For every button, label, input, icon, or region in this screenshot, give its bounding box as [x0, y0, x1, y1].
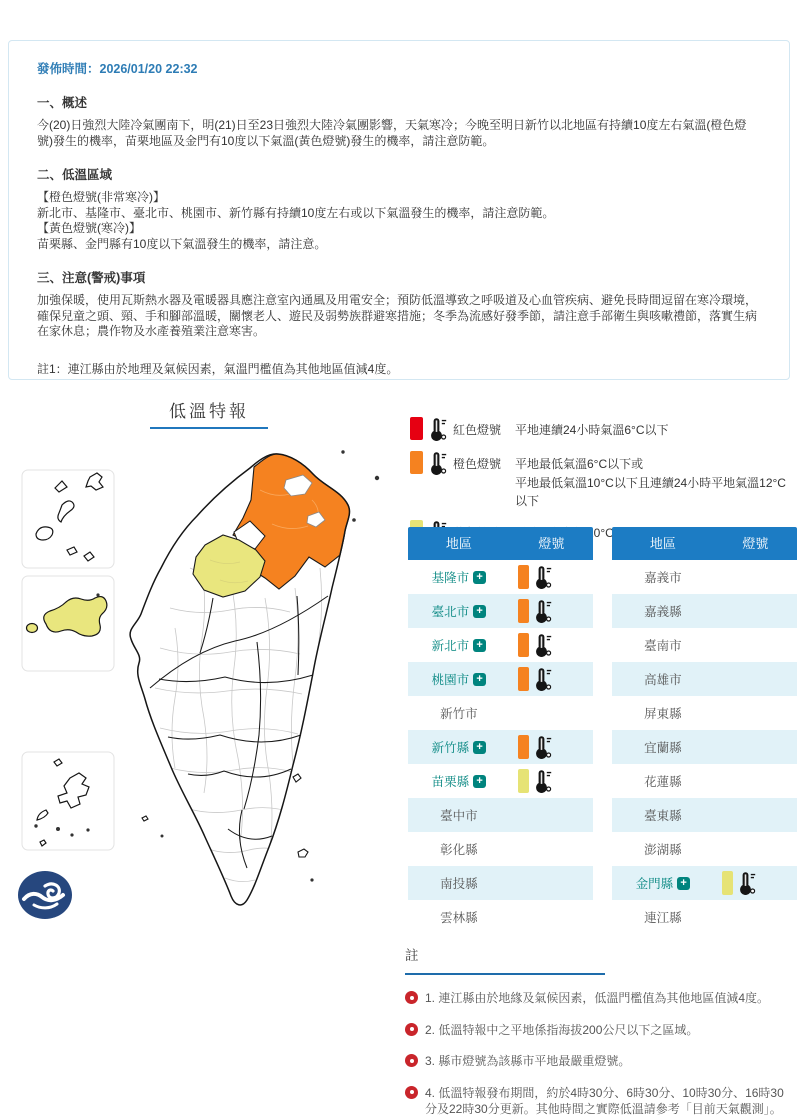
signal-cell — [510, 565, 593, 590]
region-signal-tables — [408, 527, 797, 934]
plus-expand-icon[interactable]: + — [473, 741, 486, 754]
table-row — [612, 628, 797, 662]
thermometer-icon — [738, 871, 757, 896]
section-paragraph: 【黃色燈號(寒冷)】 — [37, 221, 141, 235]
note-item — [405, 1085, 793, 1118]
region-name: 基隆市 + — [408, 568, 510, 586]
table-row[interactable] — [408, 594, 593, 628]
signal-cell — [510, 667, 593, 692]
table-row — [612, 696, 797, 730]
legend-color-swatch — [410, 451, 423, 474]
table-row[interactable] — [408, 628, 593, 662]
alert-dot-icon — [405, 1023, 418, 1036]
thermometer-icon — [534, 565, 553, 590]
notes-title: 註 — [405, 944, 605, 975]
column-signal: 燈號 — [742, 536, 769, 551]
table-row — [408, 900, 593, 934]
region-name: 桃園市 + — [408, 670, 510, 688]
note-text: 4. 低溫特報發布期間，約於4時30分、6時30分、10時30分、16時30分及22時30分更新。其他時間之實際低溫請參考「目前天氣觀測」。 — [425, 1085, 784, 1116]
plus-expand-icon[interactable]: + — [473, 639, 486, 652]
signal-color-swatch — [518, 769, 529, 793]
signal-color-swatch — [518, 667, 529, 691]
report-section — [37, 93, 761, 149]
plus-expand-icon[interactable]: + — [473, 673, 486, 686]
section-heading: 一、概述 — [37, 96, 88, 110]
note-text: 1. 連江縣由於地緣及氣候因素，低溫門檻值為其他地區值減4度。 — [425, 991, 770, 1005]
plus-expand-icon[interactable]: + — [473, 571, 486, 584]
signal-color-swatch — [518, 735, 529, 759]
signal-color-swatch — [518, 565, 529, 589]
plus-expand-icon[interactable]: + — [473, 775, 486, 788]
legend-item-orange — [410, 451, 792, 511]
region-name: 臺北市 + — [408, 602, 510, 620]
plus-expand-icon[interactable]: + — [473, 605, 486, 618]
section-paragraph: 【橙色燈號(非常寒冷)】 — [37, 190, 165, 204]
section-paragraph: 加強保暖，使用瓦斯熱水器及電暖器具應注意室內通風及用電安全；預防低溫導致之呼吸道及心血管疾病、避免長時間逗留在寒冷環境，確保兒童之頭、頸、手和腳部溫暖，關懷老人、遊民及弱勢族群避寒措施；冬季為流感好發季節，請注意手部衛生與咳嗽禮節，落實生病在家休息；農作物及水產養殖業注意寒害。 — [37, 293, 758, 338]
table-row[interactable] — [408, 730, 593, 764]
note-item — [405, 1022, 793, 1039]
table-row[interactable] — [408, 662, 593, 696]
region-name: 新北市 + — [408, 636, 510, 654]
table-row[interactable] — [612, 866, 797, 900]
thermometer-icon — [534, 769, 553, 794]
region-name: 花蓮縣 — [644, 775, 682, 789]
table-row — [612, 560, 797, 594]
map-container — [10, 428, 400, 933]
column-region: 地區 — [649, 536, 676, 551]
table-header — [408, 527, 593, 560]
region-name: 新竹市 — [440, 707, 478, 721]
table-header — [612, 527, 797, 560]
region-name: 連江縣 — [644, 911, 682, 925]
note-item — [405, 990, 793, 1007]
legend-label: 橙色燈號 — [453, 457, 502, 471]
thermometer-icon — [534, 599, 553, 624]
table-row — [612, 798, 797, 832]
note-text: 2. 低溫特報中之平地係指海拔200公尺以下之區域。 — [425, 1022, 699, 1037]
notes-section — [405, 944, 793, 1118]
table-row — [612, 662, 797, 696]
alert-dot-icon — [405, 1054, 418, 1067]
report-section — [37, 165, 761, 252]
alert-dot-icon — [405, 991, 418, 1004]
region-name: 金門縣 + — [612, 874, 714, 892]
region-name: 嘉義市 — [644, 571, 682, 585]
thermometer-icon — [534, 735, 553, 760]
column-signal: 燈號 — [538, 536, 565, 551]
region-name: 屏東縣 — [644, 707, 682, 721]
inset-penghu — [22, 752, 114, 850]
table-row — [408, 866, 593, 900]
region-name: 臺東縣 — [644, 809, 682, 823]
section-heading: 三、注意(警戒)事項 — [37, 271, 146, 285]
legend-color-swatch — [410, 417, 423, 440]
region-name: 雲林縣 — [440, 911, 478, 925]
region-name: 高雄市 — [644, 673, 682, 687]
signal-cell — [714, 871, 797, 896]
section-heading: 二、低溫區域 — [37, 168, 113, 182]
legend-item-red — [410, 417, 792, 442]
signal-color-swatch — [518, 599, 529, 623]
legend-description: 平地連續24小時氣溫6°C以下 — [515, 423, 669, 437]
alert-dot-icon — [405, 1086, 418, 1099]
region-name: 新竹縣 + — [408, 738, 510, 756]
note-item — [405, 1053, 793, 1070]
table-row — [408, 798, 593, 832]
region-name: 南投縣 — [440, 877, 478, 891]
plus-expand-icon[interactable]: + — [677, 877, 690, 890]
signal-color-swatch — [722, 871, 733, 895]
legend-description: 平地最低氣溫6°C以下或 平地最低氣溫10°C以下且連續24小時平地氣溫12°C以下 — [515, 457, 786, 509]
notes-list — [405, 990, 793, 1118]
region-name: 臺南市 — [644, 639, 682, 653]
thermometer-icon — [534, 667, 553, 692]
legend-label: 紅色燈號 — [453, 423, 502, 437]
table-row — [612, 594, 797, 628]
region-name: 澎湖縣 — [644, 843, 682, 857]
table-row[interactable] — [408, 764, 593, 798]
region-name: 彰化縣 — [440, 843, 478, 857]
report-footnote: 註1：連江縣由於地理及氣候因素，氣溫門檻值為其他地區值減4度。 — [37, 361, 399, 376]
signal-color-swatch — [518, 633, 529, 657]
thermometer-icon — [429, 451, 448, 476]
inset-kinmen[interactable] — [22, 576, 114, 671]
signal-cell — [510, 769, 593, 794]
region-table-right — [612, 527, 797, 934]
report-sections — [37, 93, 761, 340]
section-paragraph: 新北市、基隆市、臺北市、桃園市、新竹縣有持續10度左右或以下氣溫發生的機率，請注意防範。 — [37, 205, 555, 220]
report-section — [37, 268, 761, 340]
region-name: 臺中市 — [440, 809, 478, 823]
region-name: 宜蘭縣 — [644, 741, 682, 755]
table-row — [612, 832, 797, 866]
map-section-title: 低溫特報 — [150, 397, 268, 429]
table-row — [612, 900, 797, 934]
thermometer-icon — [534, 633, 553, 658]
section-paragraph: 今(20)日強烈大陸冷氣團南下，明(21)日至23日強烈大陸冷氣團影響，天氣寒冷；今晚至明日新竹以北地區有持續10度左右氣溫(橙色燈號)發生的機率，苗栗地區及金門有10度以下氣溫(黃色燈號)發生的機率，請注意防範。 — [37, 118, 747, 148]
table-row — [612, 764, 797, 798]
region-name: 苗栗縣 + — [408, 772, 510, 790]
table-row — [408, 696, 593, 730]
signal-cell — [510, 735, 593, 760]
table-row[interactable] — [408, 560, 593, 594]
table-row — [408, 832, 593, 866]
region-name: 嘉義縣 — [644, 605, 682, 619]
publish-time: 發佈時間：2026/01/20 22:32 — [37, 62, 198, 76]
signal-cell — [510, 599, 593, 624]
thermometer-icon — [429, 417, 448, 442]
note-text: 3. 縣市燈號為該縣市平地最嚴重燈號。 — [425, 1054, 631, 1068]
region-table-left — [408, 527, 593, 934]
inset-matsu — [22, 470, 114, 568]
column-region: 地區 — [445, 536, 472, 551]
table-row — [612, 730, 797, 764]
report-text-box — [8, 40, 790, 380]
taiwan-map — [10, 428, 400, 933]
section-paragraph: 苗栗縣、金門縣有10度以下氣溫發生的機率，請注意。 — [37, 236, 327, 251]
signal-cell — [510, 633, 593, 658]
cwa-logo — [18, 871, 72, 919]
